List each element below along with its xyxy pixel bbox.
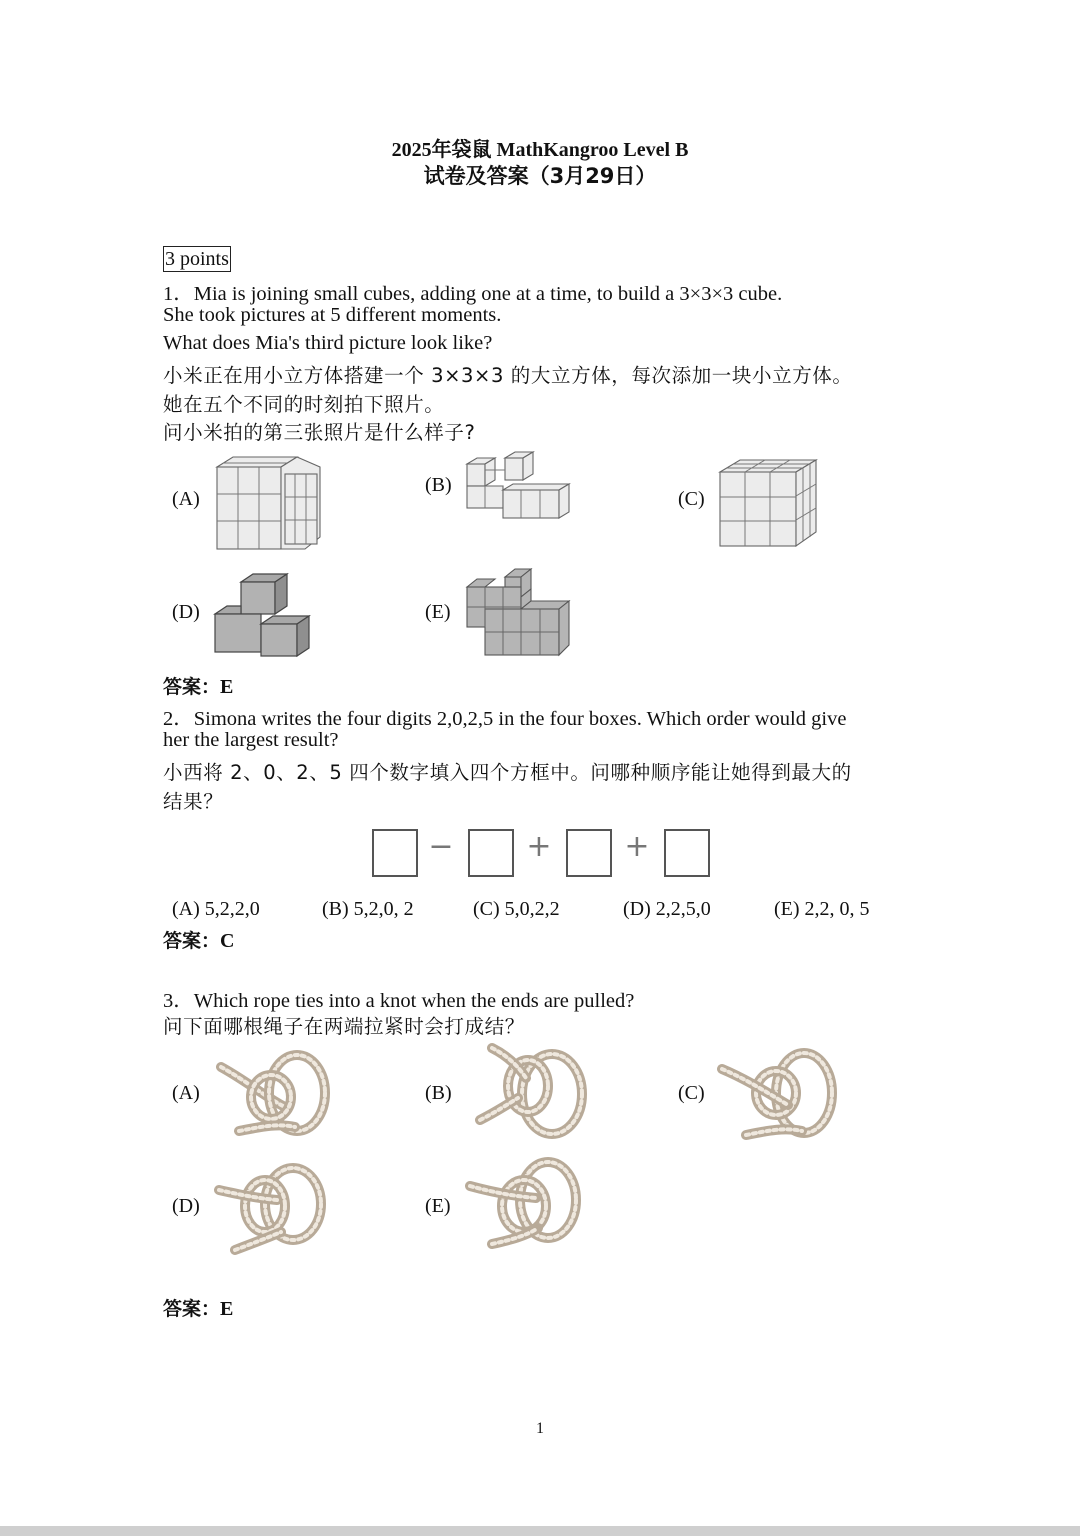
q2-option-e: (E) 2,2, 0, 5: [774, 898, 870, 920]
q2-answer: [163, 926, 234, 953]
q3-option-a-label: (A): [172, 1082, 200, 1104]
q3-option-d-label: (D): [172, 1195, 200, 1217]
q2-box-3: [566, 829, 612, 877]
q1-answer: [163, 672, 233, 699]
q1-text-line-2: She took pictures at 5 different moments.: [163, 304, 502, 326]
q3-rope-b: [478, 1042, 593, 1140]
q2-expression: [370, 827, 715, 877]
q3-answer-key: 答案：: [163, 1298, 221, 1320]
q2-operator-2: +: [526, 829, 552, 864]
points-label: 3 points: [165, 248, 229, 270]
q3-answer-value: E: [220, 1298, 234, 1320]
q2-option-c: (C) 5,0,2,2: [473, 898, 560, 920]
q2-operator-3: +: [624, 829, 650, 864]
q1-option-b-label: (B): [425, 474, 452, 496]
q2-operator-1: −: [428, 829, 454, 864]
q1-figure-c: [718, 456, 822, 550]
q1-text-line-1: 1．Mia is joining small cubes, adding one at a time, to build a 3×3×3 cube.: [163, 283, 783, 305]
q1-figure-b: [465, 450, 575, 522]
q2-box-1: [372, 829, 418, 877]
q2-box-2: [468, 829, 514, 877]
q1-cn-line-3: 问小米拍的第三张照片是什么样子?: [163, 421, 476, 444]
q3-answer: [163, 1294, 233, 1321]
q2-option-b: (B) 5,2,0, 2: [322, 898, 414, 920]
q1-cn-line-2: 她在五个不同的时刻拍下照片。: [163, 393, 445, 416]
q1-answer-key: 答案：: [163, 676, 221, 698]
q2-option-d: (D) 2,2,5,0: [623, 898, 711, 920]
q1-figure-d: [213, 572, 313, 658]
document-title: 2025年袋鼠 MathKangroo Level B: [391, 139, 689, 161]
q3-rope-a: [215, 1045, 330, 1140]
viewer-bottom-bar: [0, 1526, 1080, 1536]
q1-cn-line-1: 小米正在用小立方体搭建一个 3×3×3 的大立方体，每次添加一块小立方体。: [163, 364, 853, 387]
q1-answer-value: E: [220, 676, 234, 698]
q2-option-a: (A) 5,2,2,0: [172, 898, 260, 920]
q2-text-line-2: her the largest result?: [163, 729, 339, 751]
q3-cn-line-1: 问下面哪根绳子在两端拉紧时会打成结？: [163, 1015, 525, 1038]
q3-option-e-label: (E): [425, 1195, 451, 1217]
q3-rope-e: [466, 1156, 586, 1252]
q1-text-line-3: What does Mia's third picture look like?: [163, 332, 493, 354]
q1-option-a-label: (A): [172, 488, 200, 510]
q1-option-c-label: (C): [678, 488, 705, 510]
q2-box-4: [664, 829, 710, 877]
q1-option-d-label: (D): [172, 601, 200, 623]
q1-option-e-label: (E): [425, 601, 451, 623]
q2-text-line-1: 2．Simona writes the four digits 2,0,2,5 in the four boxes. Which order would give: [163, 708, 847, 730]
q2-cn-line-1: 小西将 2、0、2、5 四个数字填入四个方框中。问哪种顺序能让她得到最大的: [163, 761, 852, 784]
q3-rope-d: [215, 1160, 330, 1255]
q3-option-c-label: (C): [678, 1082, 705, 1104]
q2-cn-line-2: 结果？: [163, 790, 224, 813]
page-number: 1: [536, 1420, 544, 1437]
q2-answer-value: C: [220, 930, 235, 952]
q3-rope-c: [718, 1045, 838, 1143]
q1-figure-a: [215, 452, 325, 552]
q2-answer-key: 答案：: [163, 930, 221, 952]
document-subtitle: 试卷及答案（3月29日）: [423, 164, 657, 188]
q1-figure-e: [465, 565, 575, 661]
q3-option-b-label: (B): [425, 1082, 452, 1104]
q3-text-line-1: 3．Which rope ties into a knot when the ends are pulled?: [163, 990, 635, 1012]
